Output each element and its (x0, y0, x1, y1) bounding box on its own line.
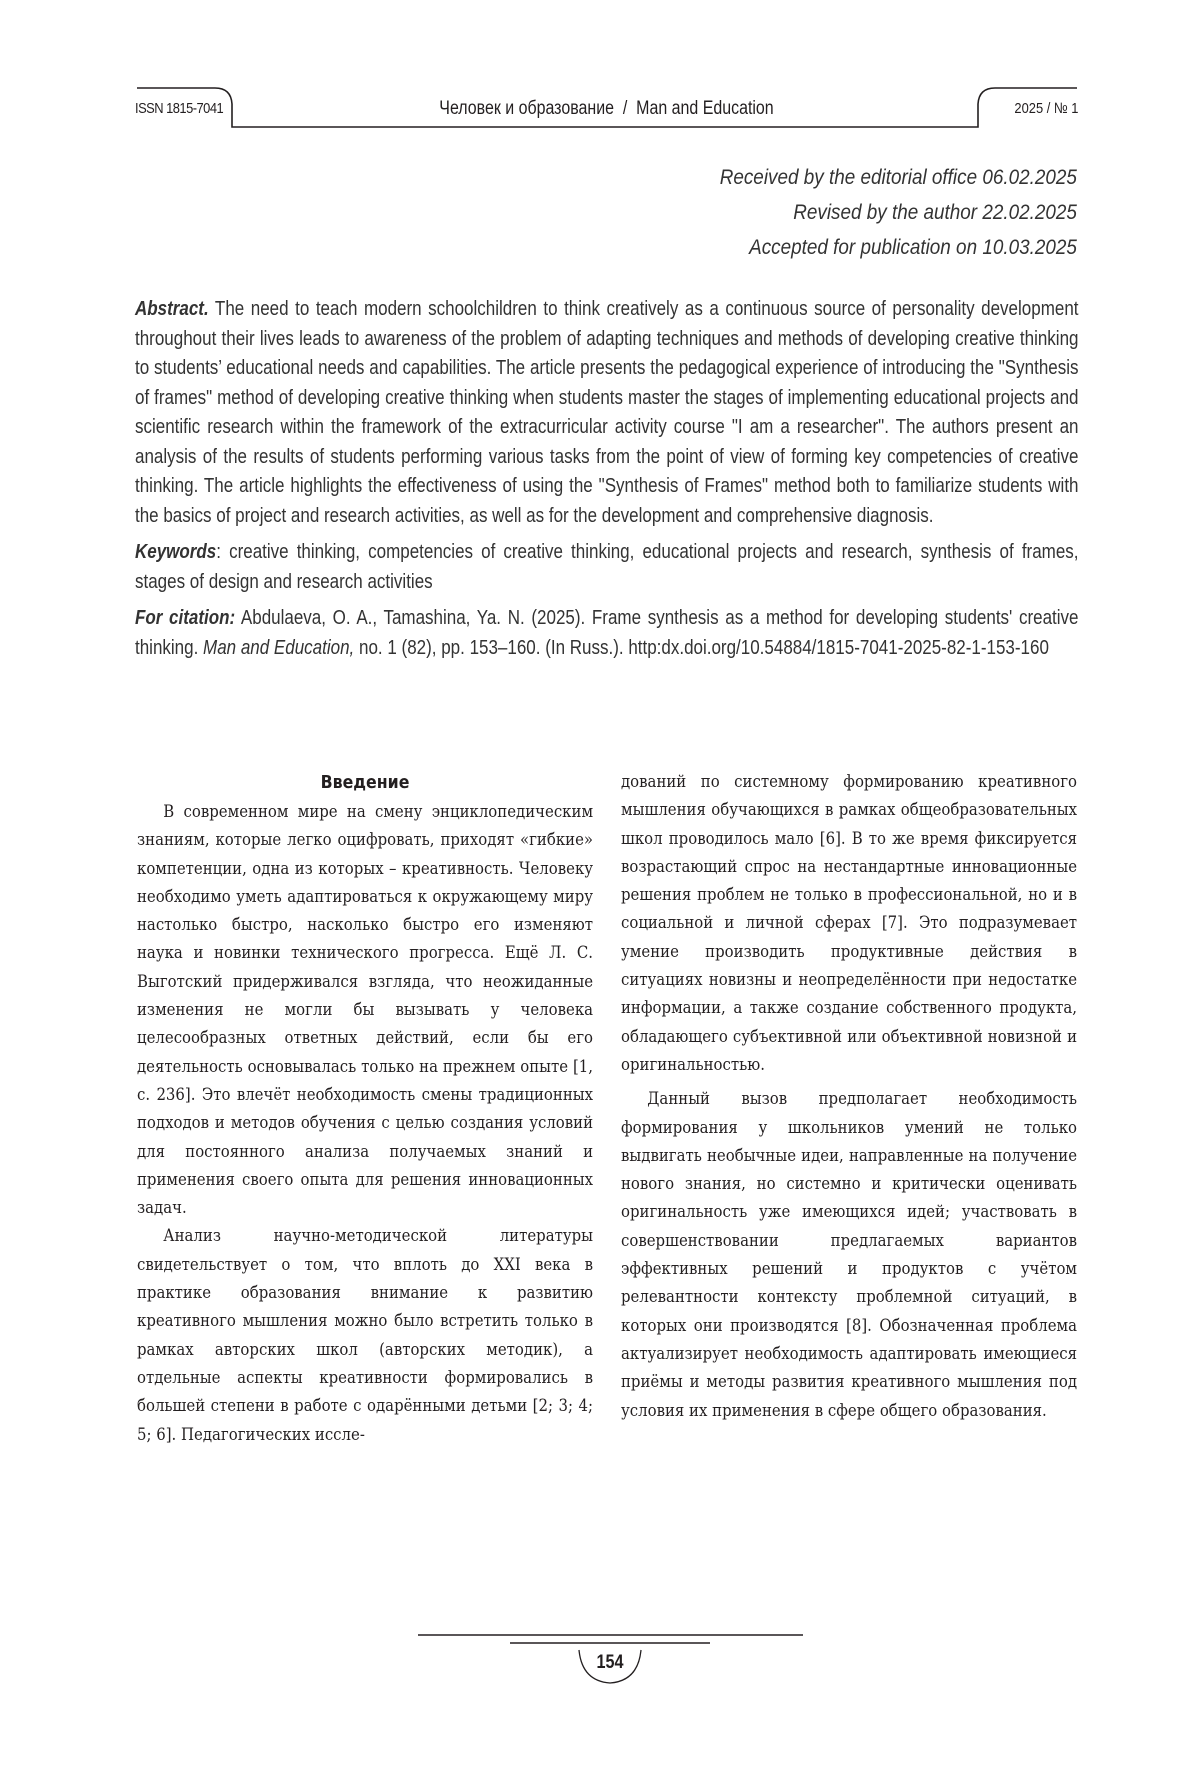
abstract-text: The need to teach modern schoolchildren to think creatively as a continuous source of personality development throughout their lives leads to awareness of the problem of adapting techniques and methods of developing creative thinking to students’ educational needs and capabilities. The article presents the pedagogical experience of introducing the "Synthesis of frames" method of developing creative thinking when students master the stages of implementing educational projects and scientific research within the framework of the extracurricular activity course "I am a researcher". The authors present an analysis of the results of students performing various tasks from the point of view of forming key competencies of creative thinking. The article highlights the effectiveness of using the "Synthesis of Frames" method both to familiarize students with the basics of project and research activities, as well as for the development and comprehensive diagnosis. (135, 298, 1079, 527)
keywords-text: : creative thinking, competencies of creative thinking, educational projects and research, synthesis of frames, stages of design and research activities (135, 541, 1079, 593)
left-column (137, 768, 593, 1449)
citation-journal: Man and Education, (203, 636, 355, 659)
citation-text-before: Abdulaeva, O. A., Tamashina, Ya. N. (2025). Frame synthesis as a method for developing students' creative thinking. (135, 607, 1079, 659)
right-column (621, 768, 1077, 1425)
revised-date: Revised by the author 22.02.2025 (793, 201, 1077, 224)
running-header (135, 86, 1078, 130)
article-metadata (135, 295, 1078, 670)
abstract (135, 295, 1078, 531)
page-footer (0, 1625, 1200, 1685)
citation-text-after: no. 1 (82), pp. 153–160. (In Russ.). http:dx.doi.org/10.54884/1815-7041-2025-82-1-153-160 (354, 636, 1049, 659)
keywords-label: Keywords (135, 541, 217, 563)
page-number: 154 (596, 1652, 624, 1673)
body-paragraph: дований по системному формированию креативного мышления обучающихся в рамках общеобразовательных школ проводилось мало [6]. В то же время фиксируется возрастающий спрос на нестандартные инновационные решения проблем не только в профессиональной, но и в социальной и личной сферах [7]. Это подразумевает умение производить продуктивные действия в ситуациях новизны и неопределённости при недостатке информации, а также создание собственного продукта, обладающего субъективной или объективной новизной и оригинальностью. (621, 772, 1078, 1075)
citation-label: For citation: (135, 607, 236, 629)
issn-label: ISSN 1815-7041 (135, 100, 224, 117)
keywords (135, 538, 1078, 597)
journal-title: Человек и образование / Man and Education (439, 98, 774, 119)
accepted-date: Accepted for publication on 10.03.2025 (749, 236, 1077, 259)
abstract-label: Abstract. (135, 298, 209, 320)
body-paragraph: Анализ научно-методической литературы свидетельствует о том, что вплоть до XXI века в практике образования внимание к развитию креативного мышления можно было встретить только в рамках авторских школ (авторских методик), а отдельные аспекты креативности формировались в большей степени в работе с одарёнными детьми [2; 3; 4; 5; 6]. Педагогических иссле- (137, 1226, 594, 1445)
body-paragraph: Данный вызов предполагает необходимость формирования у школьников умений не только выдвигать необычные идеи, направленные на получение нового знания, но системно и критически оценивать оригинальность уже имеющихся идей; участвовать в совершенствовании предлагаемых вариантов эффективных решений и продуктов с учётом релевантности контексту проблемной ситуаций, в которых они производятся [8]. Обозначенная проблема актуализирует необходимость адаптировать имеющиеся приёмы и методы развития креативного мышления под условия их применения в сфере общего образования. (621, 1089, 1078, 1421)
submission-dates (680, 160, 1077, 265)
received-date: Received by the editorial office 06.02.2025 (719, 166, 1077, 189)
body-paragraph: В современном мире на смену энциклопедическим знаниям, которые легко оцифровать, приходят «гибкие» компетенции, одна из которых – креативность. Человеку необходимо уметь адаптироваться к окружающему миру настолько быстро, насколько быстро его изменяют наука и новинки технического прогресса. Ещё Л. С. Выготский придерживался взгляда, что неожиданные изменения не могли бы вызывать у человека целесообразных ответных действий, если бы его деятельность основывалась только на прежнем опыте [1, с. 236]. Это влечёт необходимость смены традиционных подходов и методов обучения с целью создания условий для постоянного анализа получаемых знаний и применения своего опыта для решения инновационных задач. (137, 802, 594, 1219)
section-heading: Введение (320, 772, 410, 793)
issue-label: 2025 / № 1 (1013, 100, 1078, 117)
citation (135, 604, 1078, 663)
